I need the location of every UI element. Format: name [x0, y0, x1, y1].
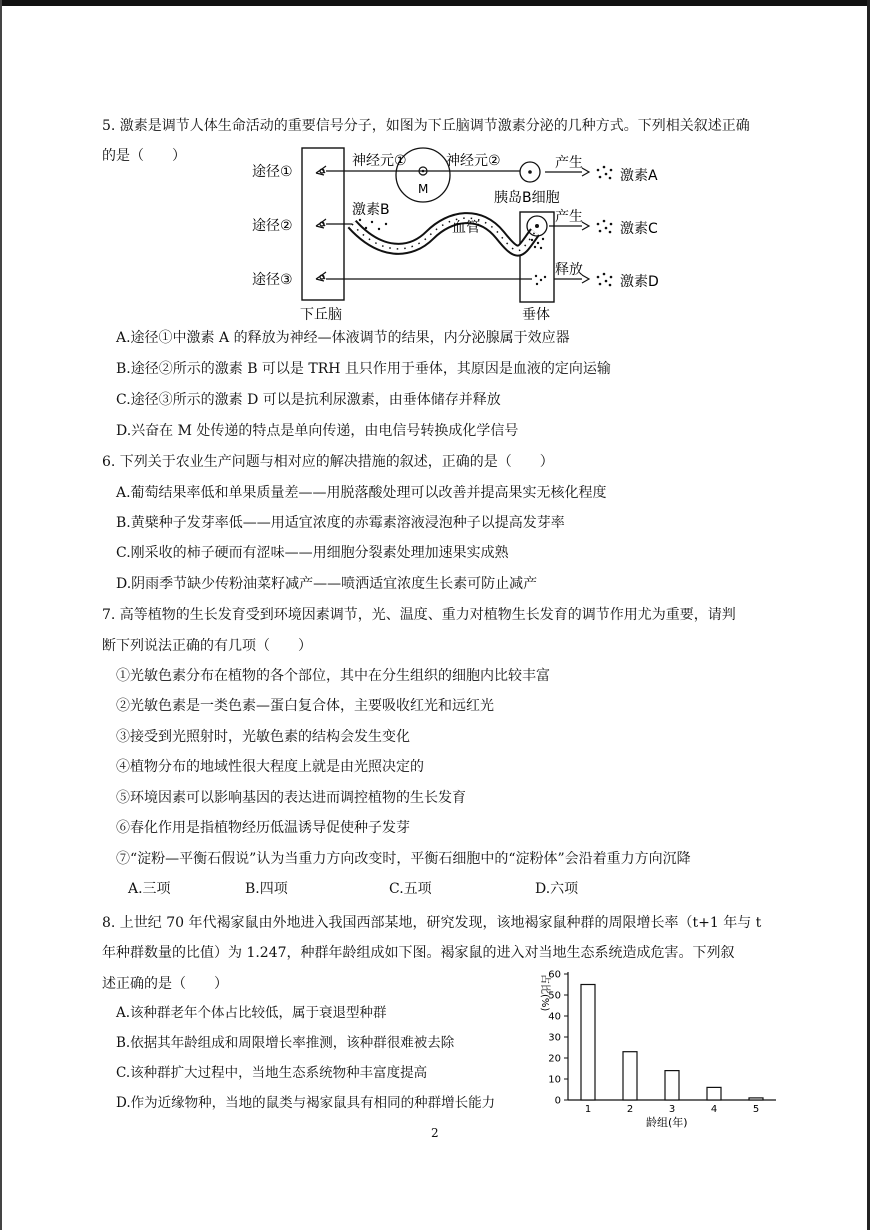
q7-stem-line1: 7. 高等植物的生长发育受到环境因素调节，光、温度、重力对植物生长发育的调节作用尤为重要，请判 — [102, 607, 736, 623]
age-structure-bar-chart — [528, 966, 788, 1132]
label-produce2: 产生 — [555, 209, 583, 225]
label-path2: 途径② — [252, 218, 293, 234]
chart-x-tick-label: 2 — [626, 1104, 634, 1115]
label-path1: 途径① — [252, 164, 293, 180]
label-release: 释放 — [555, 262, 583, 278]
chart-y-tick-label: 30 — [548, 1032, 561, 1044]
label-hypothalamus: 下丘脑 — [300, 307, 342, 323]
chart-x-tick-label: 5 — [752, 1104, 760, 1115]
chart-x-tick-label: 1 — [584, 1104, 592, 1115]
label-hormone-d: 激素D — [620, 274, 659, 290]
q6-option-c: C.刚采收的柿子硬而有涩味——用细胞分裂素处理加速果实成熟 — [116, 545, 509, 561]
q7-item-6: ⑥春化作用是指植物经历低温诱导促使种子发芽 — [116, 820, 410, 836]
label-m: M — [418, 182, 429, 196]
q5-stem-line2: 的是（ ） — [102, 148, 186, 164]
chart-x-axis-label: 龄组(年) — [646, 1116, 688, 1129]
q8-stem-line1: 8. 上世纪 70 年代褐家鼠由外地进入我国西部某地，研究发现，该地褐家鼠种群的周限增长率（t+1 年与 t — [102, 915, 762, 931]
label-neuron1: 神经元① — [352, 153, 407, 169]
q8-stem-line2: 年种群数量的比值）为 1.247，种群年龄组成如下图。褐家鼠的进入对当地生态系统造成危害。下列叙 — [102, 945, 735, 961]
q7-item-4: ④植物分布的地域性很大程度上就是由光照决定的 — [116, 759, 424, 775]
hormone-pathway-diagram — [240, 140, 700, 325]
neuron-star-1 — [316, 166, 326, 175]
q7-choice-d: D.六项 — [535, 881, 579, 897]
q8-option-c: C.该种群扩大过程中，当地生态系统物种丰富度提高 — [116, 1065, 428, 1081]
chart-x-tick-label: 3 — [668, 1104, 676, 1115]
q5-option-b: B.途径②所示的激素 B 可以是 TRH 且只作用于垂体，其原因是血液的定向运输 — [116, 361, 611, 377]
q8-option-d: D.作为近缘物种，当地的鼠类与褐家鼠具有相同的种群增长能力 — [116, 1095, 496, 1111]
scan-border-top — [0, 0, 870, 6]
label-produce1: 产生 — [555, 155, 583, 171]
q6-option-a: A.葡萄结果率低和单果质量差——用脱落酸处理可以改善并提高果实无核化程度 — [116, 485, 607, 501]
label-hormone-b: 激素B — [352, 202, 390, 218]
q7-choice-c: C.五项 — [389, 881, 432, 897]
q7-item-5: ⑤环境因素可以影响基因的表达进而调控植物的生长发育 — [116, 790, 466, 806]
q6-stem: 6. 下列关于农业生产问题与相对应的解决措施的叙述，正确的是（ ） — [102, 454, 554, 470]
label-neuron2: 神经元② — [446, 153, 501, 169]
neuron-star-3 — [316, 272, 326, 281]
chart-bar — [749, 1098, 763, 1100]
chart-bar — [623, 1052, 637, 1100]
label-blood-vessel: 血管 — [452, 220, 480, 236]
hormone-a-dots — [597, 166, 613, 180]
q6-option-d: D.阴雨季节缺少传粉油菜籽减产——喷洒适宜浓度生长素可防止减产 — [116, 576, 538, 592]
q5-option-a: A.途径①中激素 A 的释放为神经—体液调节的结果，内分泌腺属于效应器 — [116, 330, 570, 346]
q5-option-c: C.途径③所示的激素 D 可以是抗利尿激素，由垂体储存并释放 — [116, 392, 501, 408]
q5-option-d: D.兴奋在 M 处传递的特点是单向传递，由电信号转换成化学信号 — [116, 423, 519, 439]
neuron-star-2 — [316, 219, 326, 228]
chart-x-tick-label: 4 — [710, 1104, 718, 1115]
label-hormone-c: 激素C — [620, 221, 658, 237]
chart-y-tick-label: 60 — [548, 969, 561, 981]
q7-choice-b: B.四项 — [245, 881, 288, 897]
hormone-d-dots — [597, 273, 613, 287]
scan-border-left — [0, 0, 2, 1230]
q7-item-2: ②光敏色素是一类色素—蛋白复合体，主要吸收红光和远红光 — [116, 698, 494, 714]
chart-y-tick-label: 10 — [548, 1074, 561, 1086]
chart-y-tick-label: 40 — [548, 1011, 561, 1023]
q6-option-b: B.黄檗种子发芽率低——用适宜浓度的赤霉素溶液浸泡种子以提高发芽率 — [116, 515, 565, 531]
chart-bar — [707, 1087, 721, 1100]
q7-item-3: ③接受到光照射时，光敏色素的结构会发生变化 — [116, 729, 410, 745]
q7-item-7: ⑦“淀粉—平衡石假说”认为当重力方向改变时，平衡石细胞中的“淀粉体”会沿着重力方向沉降 — [116, 851, 691, 867]
q7-stem-line2: 断下列说法正确的有几项（ ） — [102, 638, 312, 654]
q8-option-b: B.依据其年龄组成和周限增长率推测，该种群很难被去除 — [116, 1035, 455, 1051]
chart-y-tick-label: 50 — [548, 990, 561, 1002]
q5-stem-line1: 5. 激素是调节人体生命活动的重要信号分子，如图为下丘脑调节激素分泌的几种方式。下列相关叙述正确 — [102, 118, 750, 134]
q7-item-1: ①光敏色素分布在植物的各个部位，其中在分生组织的细胞内比较丰富 — [116, 668, 550, 684]
label-pituitary: 垂体 — [522, 307, 550, 323]
chart-bar — [581, 985, 595, 1101]
label-islet-cell: 胰岛B细胞 — [494, 190, 560, 206]
label-path3: 途径③ — [252, 272, 293, 288]
page-number: 2 — [431, 1126, 439, 1140]
chart-y-tick-label: 0 — [554, 1095, 561, 1107]
q8-stem-line3: 述正确的是（ ） — [102, 976, 228, 992]
chart-y-tick-label: 20 — [548, 1053, 561, 1065]
chart-bar — [665, 1071, 679, 1100]
chart-y-axis-label: 占比(%) — [539, 974, 550, 1012]
q7-choice-a: A.三项 — [128, 881, 171, 897]
label-hormone-a: 激素A — [620, 168, 658, 184]
q8-option-a: A.该种群老年个体占比较低，属于衰退型种群 — [116, 1005, 387, 1021]
hormone-c-dots — [597, 220, 613, 234]
